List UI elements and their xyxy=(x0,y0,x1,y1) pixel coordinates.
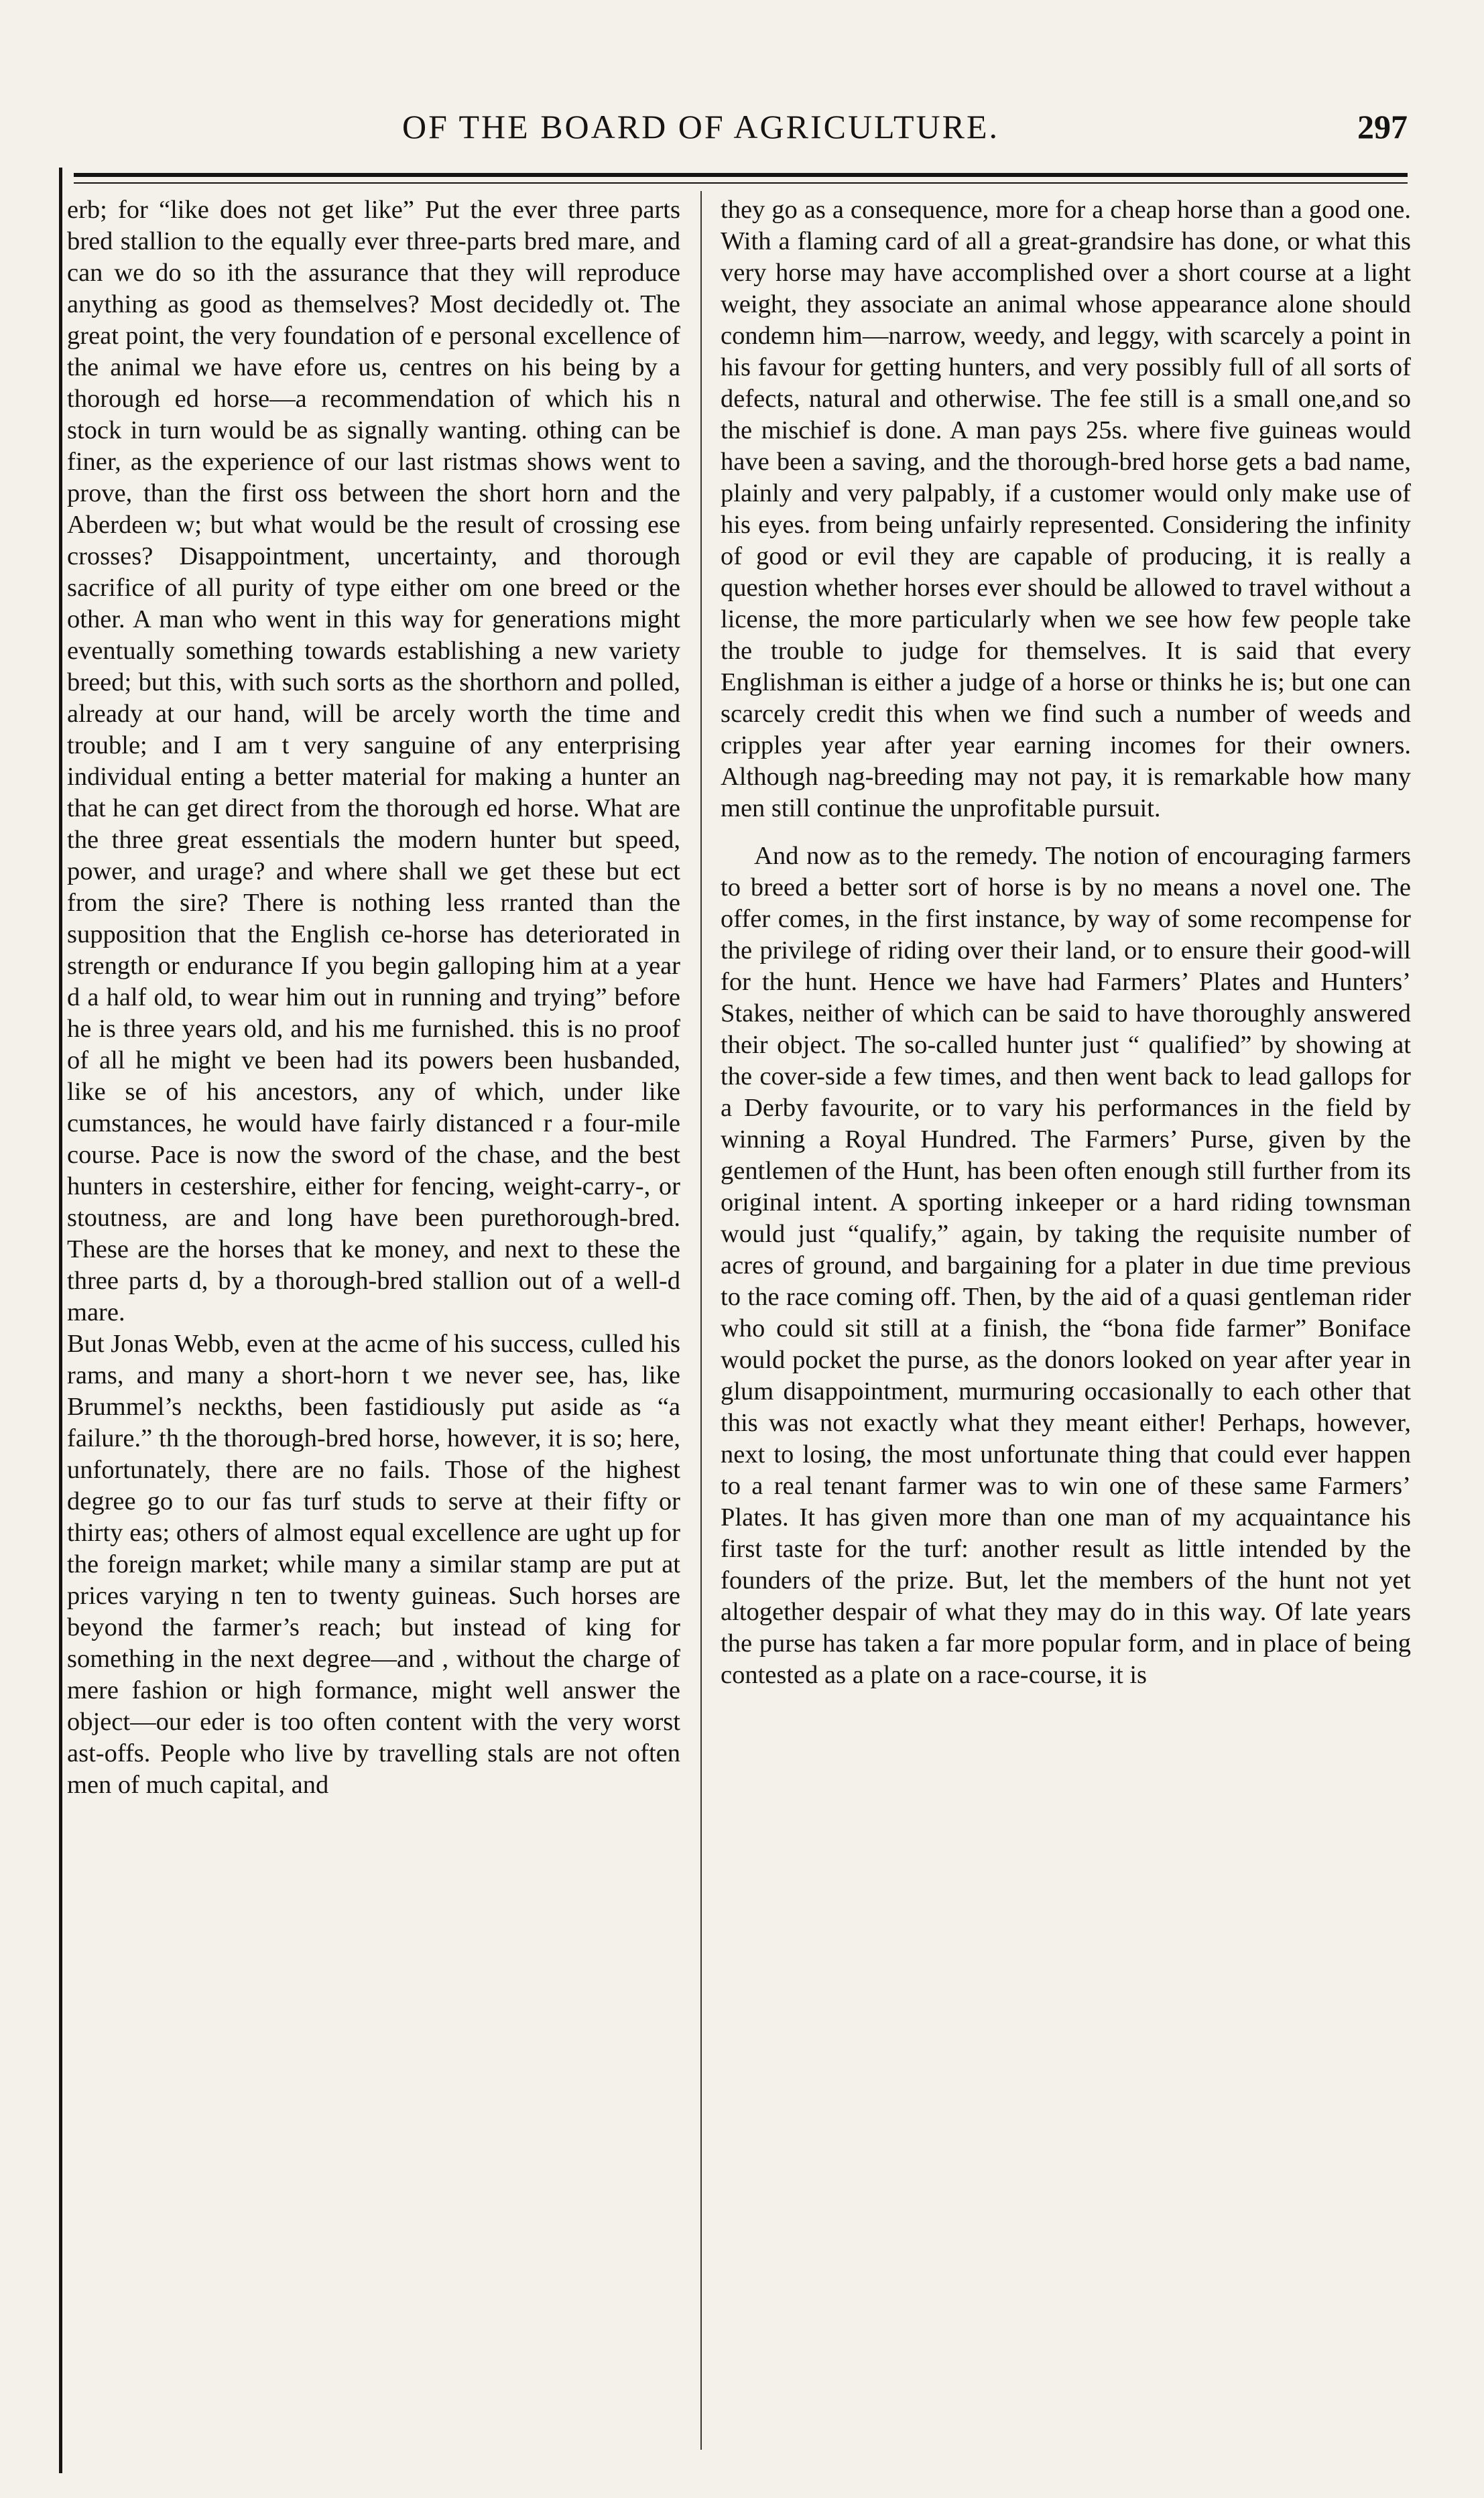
left-column xyxy=(67,194,680,1801)
paragraph: they go as a consequence, more for a cheap horse than a good one. With a flaming card of all a great-grandsire has done, or what this very horse may have accomplished over a short course at a light weight, they associate an animal whose appearance alone should condemn him—narrow, weedy, and leggy, with scarcely a point in his favour for getting hunters, and very possibly full of all sorts of defects, natural and otherwise. The fee still is a small one,and so the mischief is done. A man pays 25s. where five guineas would have been a saving, and the thorough-bred horse gets a bad name, plainly and very palpably, if a customer would only make use of his eyes. from being unfairly represented. Considering the infinity of good or evil they are capable of producing, it is really a question whether horses ever should be allowed to travel without a license, the more particularly when we see how few people take the trouble to judge for themselves. It is said that every Englishman is either a judge of a horse or thinks he is; but one can scarcely credit this when we find such a number of weeds and cripples year after year earning incomes for their owners. Although nag-breeding may not pay, it is remarkable how many men still continue the unprofitable pursuit. xyxy=(721,196,1411,822)
paragraph: But Jonas Webb, even at the acme of his success, culled his rams, and many a short-horn t we never see, has, like Brummel’s neckths, been fastidiously put aside as “a failure.” th the thorough-bred horse, however, it is so; here, unfortunately, there are no fails. Those of the highest degree go to our fas turf studs to serve at their fifty or thirty eas; others of almost equal excellence are ught up for the foreign market; while many a similar stamp are put at prices varying n ten to twenty guineas. Such horses are beyond the farmer’s reach; but instead of king for something in the next degree—and , without the charge of mere fashion or high formance, might well answer the object—our eder is too often content with the very worst ast-offs. People who live by travelling stals are not often men of much capital, and xyxy=(67,1330,680,1799)
running-head: OF THE BOARD OF AGRICULTURE. xyxy=(402,108,1000,145)
page-edge-line xyxy=(59,168,62,2473)
right-column xyxy=(721,194,1411,1691)
header-rule xyxy=(74,173,1408,177)
paragraph: erb; for “like does not get like” Put the ever three parts bred stallion to the equally ever three-parts bred mare, and can we do so ith the assurance that they will reproduce anything as good as themselves? Most decidedly ot. The great point, the very foundation of e personal excellence of the animal we have efore us, centres on his being by a thorough ed horse—a recommendation of which his n stock in turn would be as signally wanting. othing can be finer, as the experience of our last ristmas shows went to prove, than the first oss between the short horn and the Aberdeen w; but what would be the result of crossing ese crosses? Disappointment, uncertainty, and thorough sacrifice of all purity of type either om one breed or the other. A man who went in this way for generations might eventually something towards establishing a new variety breed; but this, with such sorts as the shorthorn and polled, already at our hand, will be arcely worth the time and trouble; and I am t very sanguine of any enterprising individual enting a better material for making a hunter an that he can get direct from the thorough ed horse. What are the three great essentials the modern hunter but speed, power, and urage? and where shall we get these but ect from the sire? There is nothing less rranted than the supposition that the English ce-horse has deteriorated in strength or endurance If you begin galloping him at a year d a half old, to wear him out in running and trying” before he is three years old, and his me furnished. this is no proof of all he might ve been had its powers been husbanded, like se of his ancestors, any of which, under like cumstances, he would have fairly distanced r a four-mile course. Pace is now the sword of the chase, and the best hunters in cestershire, either for fencing, weight-carry-, or stoutness, are and long have been purethorough-bred. These are the horses that ke money, and next to these the three parts d, by a thorough-bred stallion out of a well-d mare. xyxy=(67,196,680,1326)
page-header xyxy=(80,101,1408,154)
column-divider xyxy=(700,191,702,2450)
page-number: 297 xyxy=(1357,108,1408,145)
paragraph: And now as to the remedy. The notion of encouraging farmers to breed a better sort of horse is by no means a novel one. The offer comes, in the first instance, by way of some recompense for the privilege of riding over their land, or to ensure their good-will for the hunt. Hence we have had Farmers’ Plates and Hunters’ Stakes, neither of which can be said to have thoroughly answered their object. The so-called hunter just “ qualified” by showing at the cover-side a few times, and then went back to lead gallops for a Derby favourite, or to vary his performances in the field by winning a Royal Hundred. The Farmers’ Purse, given by the gentlemen of the Hunt, has been often enough still further from its original intent. A sporting inkeeper or a hard riding townsman would just “qualify,” again, by taking the requisite number of acres of ground, and bargaining for a plater in due time previous to the race coming off. Then, by the aid of a quasi gentleman rider who could sit still at a finish, the “bona fide farmer” Boniface would pocket the purse, as the donors looked on year after year in glum disappointment, murmuring occasionally to each other that this was not exactly what they meant either! Perhaps, however, next to losing, the most unfortunate thing that could ever happen to a real tenant farmer was to win one of these same Farmers’ Plates. It has given more than one man of my acquaintance his first taste for the turf: another result as little intended by the founders of the prize. But, let the members of the hunt not yet altogether despair of what they may do in this way. Of late years the purse has taken a far more popular form, and in place of being contested as a plate on a race-course, it is xyxy=(721,842,1411,1689)
header-rule-thin xyxy=(74,182,1408,184)
